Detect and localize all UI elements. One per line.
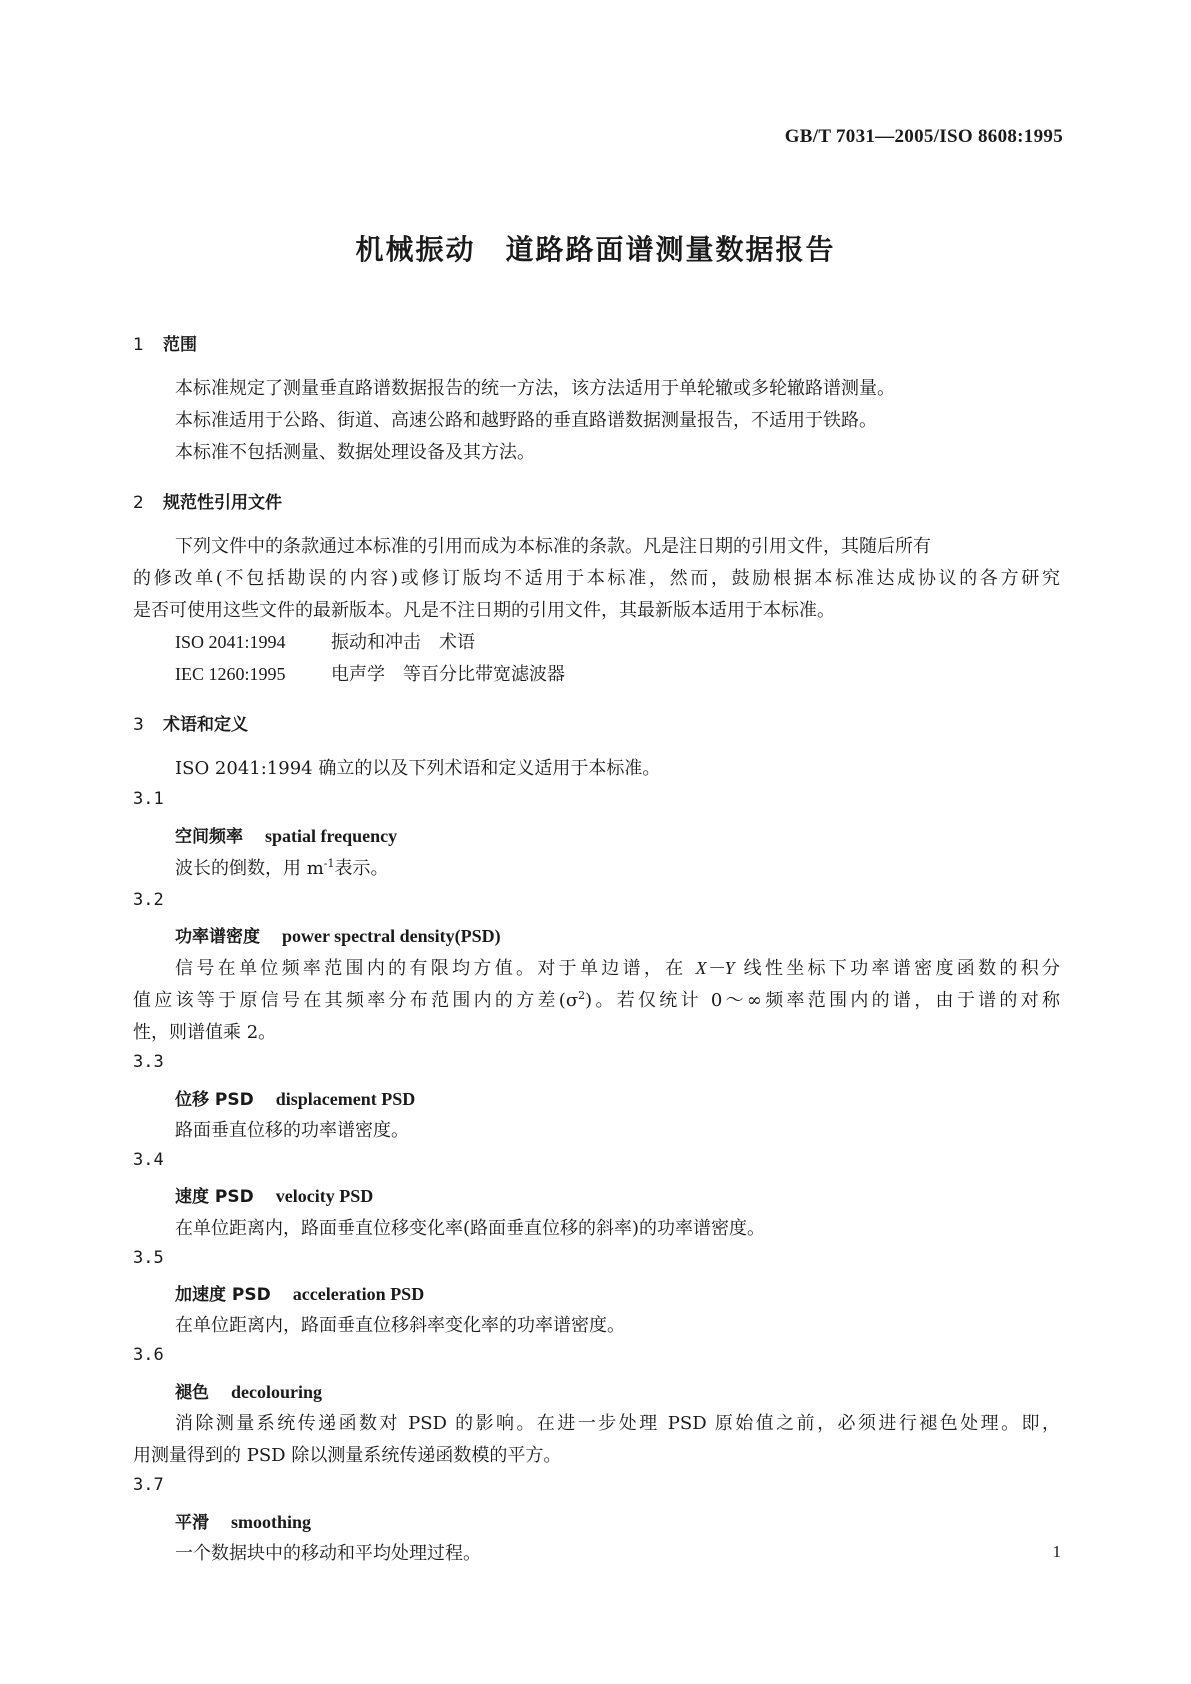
term-definition-continuation xyxy=(133,986,1060,1012)
section-title: 范围 xyxy=(163,335,197,355)
term-heading xyxy=(175,1182,373,1207)
reference-title: 振动和冲击 术语 xyxy=(331,632,475,653)
term-en: spatial frequency xyxy=(265,826,398,846)
term-definition xyxy=(175,854,389,880)
term-definition: 路面垂直位移的功率谱密度。 xyxy=(175,1120,409,1141)
term-definition: 消除测量系统传递函数对 PSD 的影响。在进一步处理 PSD 原始值之前，必须进行褪色处理。即， xyxy=(175,1413,1060,1434)
section-number: 1 xyxy=(133,335,144,355)
section-title: 规范性引用文件 xyxy=(163,493,282,513)
definition-text: 表示。 xyxy=(334,858,389,879)
term-definition xyxy=(175,954,1060,980)
term-number: 3.1 xyxy=(133,789,164,809)
section-title: 术语和定义 xyxy=(163,715,248,735)
term-zh: 功率谱密度 xyxy=(175,927,260,947)
paragraph: 下列文件中的条款通过本标准的引用而成为本标准的条款。凡是注日期的引用文件，其随后所有 xyxy=(175,536,931,557)
reference-code: IEC 1260:1995 xyxy=(175,664,286,684)
term-heading xyxy=(175,1378,322,1403)
term-en: power spectral density(PSD) xyxy=(282,926,501,946)
term-en: decolouring xyxy=(231,1382,323,1402)
term-heading xyxy=(175,822,397,847)
reference-title: 电声学 等百分比带宽滤波器 xyxy=(331,664,565,685)
term-heading xyxy=(175,922,501,947)
paragraph: 本标准不包括测量、数据处理设备及其方法。 xyxy=(175,442,535,463)
standard-code: GB/T 7031—2005/ISO 8608:1995 xyxy=(784,126,1063,147)
term-en: velocity PSD xyxy=(275,1186,374,1206)
paragraph: ISO 2041:1994 确立的以及下列术语和定义适用于本标准。 xyxy=(175,758,661,779)
definition-text: 信号在单位频率范围内的有限均方值。对于单边谱，在 xyxy=(175,958,687,979)
term-heading xyxy=(175,1280,424,1305)
page-number: 1 xyxy=(1052,1542,1061,1561)
term-zh: 位移 PSD xyxy=(175,1090,254,1110)
term-number: 3.4 xyxy=(133,1150,164,1170)
term-zh: 速度 PSD xyxy=(175,1187,254,1207)
term-heading xyxy=(175,1085,415,1110)
paragraph-continuation: 是否可使用这些文件的最新版本。凡是不注日期的引用文件，其最新版本适用于本标准。 xyxy=(133,600,835,621)
definition-text: 值应该等于原信号在其频率分布范围内的方差(σ xyxy=(133,990,579,1011)
definition-text: )。若仅统计 0～∞频率范围内的谱，由于谱的对称 xyxy=(585,990,1060,1011)
paragraph-continuation: 的修改单(不包括勘误的内容)或修订版均不适用于本标准，然而，鼓励根据本标准达成协议的各方研究 xyxy=(133,568,1060,589)
document-title: 机械振动 道路路面谱测量数据报告 xyxy=(355,233,836,266)
section-number: 2 xyxy=(133,493,144,513)
term-en: acceleration PSD xyxy=(292,1284,425,1304)
math-expression: X－Y xyxy=(695,958,735,978)
superscript: 2 xyxy=(578,989,586,1002)
term-number: 3.3 xyxy=(133,1052,164,1072)
section-3-heading xyxy=(133,710,248,735)
term-en: displacement PSD xyxy=(275,1089,416,1109)
term-zh: 加速度 PSD xyxy=(175,1285,271,1305)
term-number: 3.7 xyxy=(133,1475,164,1495)
superscript: -1 xyxy=(323,857,335,870)
term-zh: 褪色 xyxy=(175,1383,209,1403)
section-number: 3 xyxy=(133,715,144,735)
reference-code: ISO 2041:1994 xyxy=(175,632,286,652)
term-number: 3.6 xyxy=(133,1345,164,1365)
term-definition: 一个数据块中的移动和平均处理过程。 xyxy=(175,1543,481,1564)
reference-item xyxy=(175,660,565,686)
term-definition: 在单位距离内，路面垂直位移变化率(路面垂直位移的斜率)的功率谱密度。 xyxy=(175,1218,766,1239)
term-en: smoothing xyxy=(231,1512,312,1532)
section-2-heading xyxy=(133,488,282,513)
definition-text: 线性坐标下功率谱密度函数的积分 xyxy=(743,958,1061,979)
term-number: 3.5 xyxy=(133,1248,164,1268)
definition-text: 波长的倒数，用 m xyxy=(175,858,324,879)
term-zh: 空间频率 xyxy=(175,827,243,847)
section-1-heading xyxy=(133,330,197,355)
paragraph: 本标准适用于公路、街道、高速公路和越野路的垂直路谱数据测量报告，不适用于铁路。 xyxy=(175,410,877,431)
term-definition: 在单位距离内，路面垂直位移斜率变化率的功率谱密度。 xyxy=(175,1315,625,1336)
reference-item xyxy=(175,628,475,654)
term-definition-continuation: 用测量得到的 PSD 除以测量系统传递函数模的平方。 xyxy=(133,1445,562,1466)
term-number: 3.2 xyxy=(133,890,164,910)
term-definition-continuation: 性，则谱值乘 2。 xyxy=(133,1022,277,1043)
term-zh: 平滑 xyxy=(175,1513,209,1533)
term-heading xyxy=(175,1508,311,1533)
paragraph: 本标准规定了测量垂直路谱数据报告的统一方法，该方法适用于单轮辙或多轮辙路谱测量。 xyxy=(175,378,895,399)
